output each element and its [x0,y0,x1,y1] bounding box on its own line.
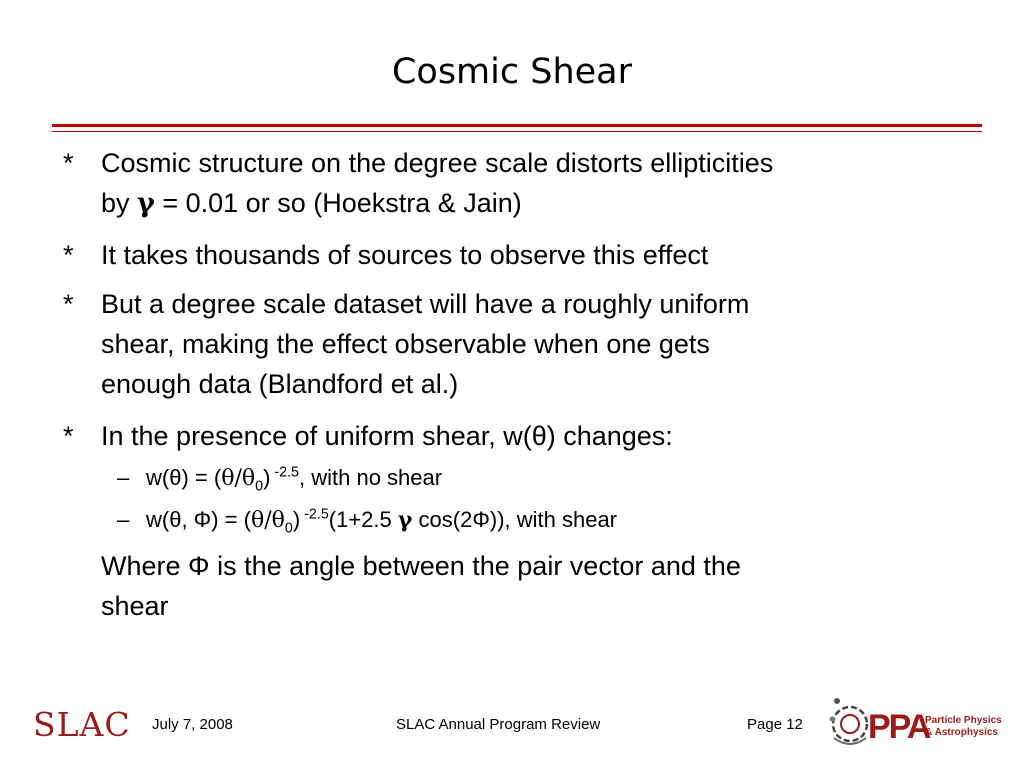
ppa-logo-text: PPA [868,708,930,746]
bullet-line [101,183,981,224]
theta-symbol: θ [241,466,256,491]
footer-event: SLAC Annual Program Review [396,716,601,733]
bullet-marker: * [63,148,74,178]
bullet-text [101,143,981,224]
footer-page-number: Page 12 [747,716,803,733]
ppa-logo-graphic [826,688,1002,760]
formula-fragment: ) [292,507,301,532]
closing-paragraph [101,546,981,626]
title-divider-thin [52,131,982,132]
theta-symbol: θ [221,466,235,491]
bullet-line: But a degree scale dataset will have a roughly uniform [101,289,750,319]
sub-bullet-marker: – [117,465,130,490]
bullet-marker: * [63,289,74,319]
theta-symbol: θ [271,508,285,533]
exponent: -2.5 [270,464,299,481]
bullet-text: It takes thousands of sources to observe this effect [101,240,709,270]
bullet-line: Cosmic structure on the degree scale distorts ellipticities [101,148,774,178]
bullet-text-fragment: = 0.01 or so (Hoekstra & Jain) [154,188,522,218]
footer-date: July 7, 2008 [152,716,233,733]
particle-swirl-icon [830,698,868,744]
bullet-line: enough data (Blandford et al.) [101,369,459,399]
subscript-zero: 0 [284,520,293,537]
subscript-zero: 0 [255,478,264,495]
formula-fragment: w(θ) = ( [146,465,222,490]
title-divider-thick [52,124,982,127]
ppa-logo-subtitle: Particle Physics [925,715,1002,726]
bullet-marker: * [63,240,74,270]
bullet-marker: * [63,421,74,451]
formula-fragment: ) [263,465,271,490]
exponent: -2.5 [300,506,329,523]
formula-fragment: , with no shear [299,465,443,490]
bullet-text [101,284,981,404]
ppa-logo [826,688,1002,765]
formula-fragment: / [234,466,242,491]
sub-bullet-marker: – [117,507,130,532]
gamma-symbol: γ [397,507,413,533]
slide-title: Cosmic Shear [391,52,633,92]
closing-line: shear [101,591,169,621]
formula-fragment: (1+2.5 [328,507,398,532]
slac-logo [33,702,133,751]
sub-bullet-text [146,505,966,536]
formula-fragment: / [264,508,272,533]
gamma-symbol: γ [137,188,155,219]
slac-logo-graphic [33,702,133,746]
bullet-text-fragment: by [101,188,138,218]
slac-logo-text: SLAC [33,705,131,744]
formula-fragment: cos(2Φ)), with shear [412,507,618,532]
sub-bullet-text [146,463,966,494]
ppa-logo-subtitle: & Astrophysics [925,727,998,738]
formula-fragment: w(θ, Φ) = ( [146,507,251,532]
theta-symbol: θ [250,508,265,533]
bullet-text: In the presence of uniform shear, w(θ) changes: [101,421,673,451]
closing-line: Where Φ is the angle between the pair vector and the [101,551,741,581]
bullet-line: shear, making the effect observable when one gets [101,329,710,359]
